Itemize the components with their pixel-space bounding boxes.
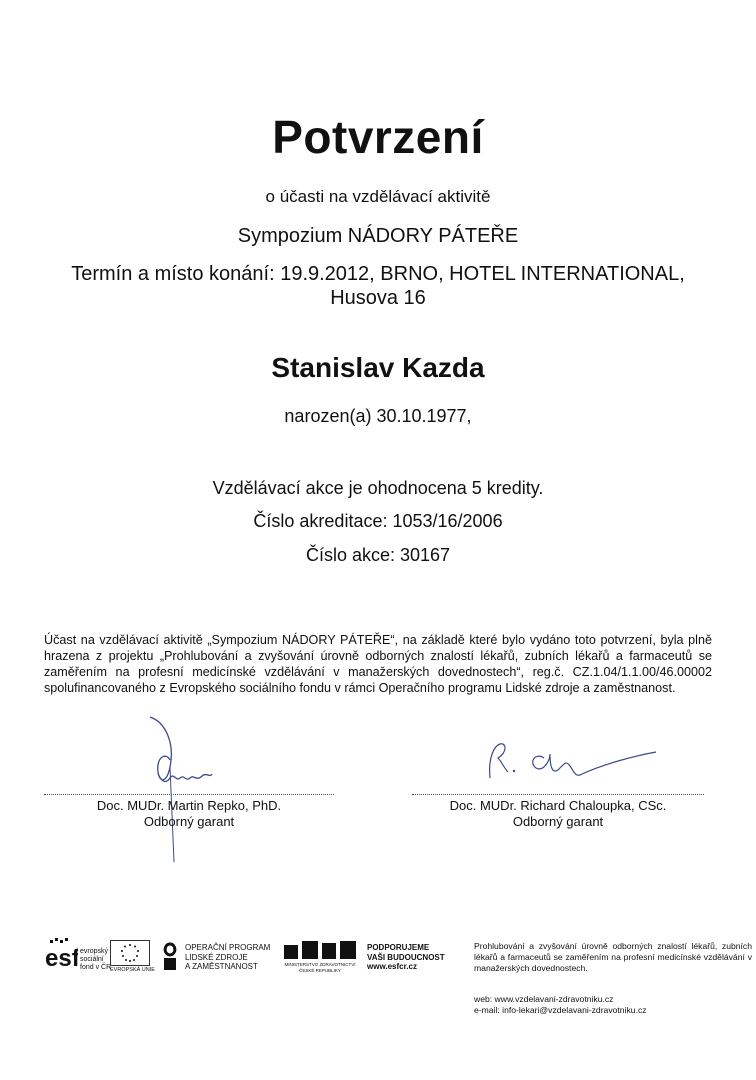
action-number: Číslo akce: 30167 bbox=[305, 545, 451, 565]
signatory-right bbox=[412, 798, 704, 830]
eu-flag bbox=[110, 940, 150, 966]
esf-caption-line-1: evropský bbox=[80, 948, 109, 955]
signatory-right-name: Doc. MUDr. Richard Chaloupka, CSc. bbox=[449, 798, 667, 813]
termin-line-1: Termín a místo konání: 19.9.2012, BRNO, HOTEL INTERNATIONAL, bbox=[71, 263, 685, 285]
credits-statement: Vzdělávací akce je ohodnocena 5 kredity. bbox=[212, 478, 544, 498]
event-name: Sympozium NÁDORY PÁTEŘE bbox=[237, 225, 519, 247]
document-subtitle: o účasti na vzdělávací aktivitě bbox=[265, 187, 491, 206]
support-line-1: PODPORUJEME bbox=[367, 943, 430, 952]
signature-line-right bbox=[412, 794, 704, 795]
accreditation-number: Číslo akreditace: 1053/16/2006 bbox=[253, 511, 503, 531]
support-line-2: VAŠI BUDOUCNOST bbox=[367, 952, 445, 962]
esf-caption bbox=[80, 948, 111, 972]
footer-project-description: Prohlubování a zvyšování úrovně odborných znalostí lékařů, zubních lékařů a farmaceutů se zaměřením na profesní medicínské vzdělávání v manažerských dovednostech. bbox=[474, 941, 752, 973]
op-caption bbox=[185, 943, 270, 972]
svg-text:esf: esf bbox=[45, 945, 78, 970]
document-title: Potvrzení bbox=[272, 111, 484, 163]
esf-logo bbox=[44, 938, 78, 970]
signatory-left-name: Doc. MUDr. Martin Repko, PhD. bbox=[96, 798, 282, 813]
op-line-1: OPERAČNÍ PROGRAM bbox=[185, 943, 271, 952]
signatory-left-role: Odborný garant bbox=[143, 814, 235, 829]
esf-caption-line-2: sociální bbox=[80, 956, 104, 963]
msmt-logo bbox=[284, 941, 356, 959]
event-date-place bbox=[0, 262, 756, 310]
support-caption bbox=[367, 943, 445, 972]
eu-caption: EVROPSKÁ UNIE bbox=[110, 967, 155, 973]
funding-statement: Účast na vzdělávací aktivitě „Sympozium NÁDORY PÁTEŘE“, na základě které bylo vydáno toto potvrzení, byla plně hrazena z projektu „Prohlubování a zvyšování úrovně odborných znalostí lékařů, zubních lékařů a farmaceutů se zaměřením na profesní medicínské vzdělávání v manažerských dovednostech“, reg.č. CZ.1.04/1.1.00/46.00002 spolufinancovaného z Evropského sociálního fondu v rámci Operačního programu Lidské zdroje a zaměstnanost. bbox=[44, 633, 712, 695]
signature-line-left bbox=[44, 794, 334, 795]
support-line-3: www.esfcr.cz bbox=[367, 962, 417, 971]
footer-email: e-mail: info-lekari@vzdelavani-zdravotniku.cz bbox=[474, 1005, 647, 1015]
participant-birthdate: narozen(a) 30.10.1977, bbox=[284, 406, 472, 426]
esf-caption-line-3: fond v ČR bbox=[80, 964, 112, 971]
msmt-line-1: MINISTERSTVO ZDRAVOTNICTVÍ bbox=[284, 962, 356, 967]
footer-web: web: www.vzdelavani-zdravotniku.cz bbox=[474, 994, 614, 1004]
signatory-right-role: Odborný garant bbox=[512, 814, 604, 829]
footer-contacts bbox=[474, 994, 647, 1016]
msmt-line-2: ČESKÉ REPUBLIKY bbox=[299, 967, 341, 973]
signature-repko bbox=[140, 712, 220, 872]
op-line-2: LIDSKÉ ZDROJE bbox=[185, 952, 248, 962]
signatory-left bbox=[44, 798, 334, 830]
msmt-caption bbox=[284, 962, 356, 973]
op-logo bbox=[162, 942, 178, 972]
participant-name: Stanislav Kazda bbox=[271, 352, 485, 383]
termin-line-2: Husova 16 bbox=[330, 287, 426, 309]
op-line-3: A ZAMĚSTNANOST bbox=[185, 962, 258, 971]
signature-chaloupka bbox=[484, 738, 664, 788]
